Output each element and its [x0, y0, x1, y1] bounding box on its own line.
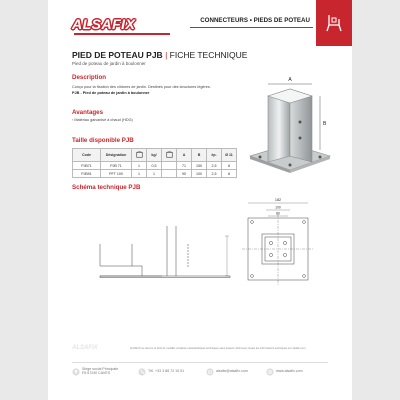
cell: 1 [132, 170, 147, 178]
svg-text:B: B [323, 121, 327, 127]
table-header-row [73, 149, 237, 162]
col-box-icon-2 [162, 149, 177, 162]
advantages-heading: Avantages [72, 109, 104, 116]
chevron-right-icon: › [72, 118, 74, 122]
package-icon [166, 151, 173, 158]
title-main: PIED DE POTEAU PJB [72, 50, 163, 60]
col-designation: Désignation [101, 149, 132, 162]
col-a: A [177, 149, 192, 162]
cell: 100 [192, 170, 207, 178]
cell: PJB91 [73, 170, 101, 178]
brand-logo [72, 13, 176, 35]
cell: PJB71 [73, 162, 101, 170]
cell [162, 170, 177, 178]
title-separator: | [165, 50, 168, 60]
footer-divider [72, 362, 328, 363]
table-row [73, 162, 237, 170]
cell: 1 [132, 162, 147, 170]
data-sheet-page [48, 0, 352, 400]
address-text: F6 67240 CAVES [82, 371, 111, 376]
web-icon [266, 368, 274, 376]
page-subtitle: Pied de poteau de jardin à boulonner [72, 61, 146, 66]
cell: 0,5 [147, 162, 162, 170]
cell: PJB 71 [101, 162, 132, 170]
sizes-table [72, 148, 237, 178]
package-icon [136, 151, 143, 158]
cell: 8 [222, 162, 237, 170]
col-weight-label: kg/ [151, 153, 157, 157]
phone-icon [138, 368, 146, 376]
category-tab [316, 0, 352, 46]
cell: 90 [177, 170, 192, 178]
col-thickness: ép. [207, 149, 222, 162]
sizes-heading: Taille disponible PJB [72, 137, 134, 144]
logo-underline [74, 33, 170, 35]
footer-phone[interactable]: Tél. +33 3 88 72 15 51 [148, 369, 185, 373]
dim-overall: 182 [274, 198, 282, 202]
cell [162, 162, 177, 170]
description-text: Conçu pour la fixation des clôtures de jardin. Destinés pour des structures légères. [72, 85, 211, 89]
cell: 2,5 [207, 170, 222, 178]
title-tag: FICHE TECHNIQUE [169, 50, 248, 60]
header-divider [190, 27, 313, 28]
description-heading: Description [72, 74, 107, 81]
footer-email[interactable]: alsafix@alsafix.com [216, 369, 248, 373]
col-b: B [192, 149, 207, 162]
connector-icon [326, 14, 342, 32]
side-view [100, 226, 230, 278]
technical-drawing [72, 196, 332, 306]
email-icon [206, 368, 214, 376]
col-hole: Ø 11 [222, 149, 237, 162]
header-category: CONNECTEURS • PIEDS DE POTEAU [200, 17, 310, 24]
cell: 8 [222, 170, 237, 178]
svg-text:A: A [288, 77, 292, 83]
col-box-icon [132, 149, 147, 162]
top-view [242, 198, 314, 286]
footer-website[interactable]: www.alsafix.com [276, 369, 303, 373]
col-code: Code [73, 149, 101, 162]
address-label: Siège social Principale [82, 367, 119, 371]
brand-logo-text: ALSAFIX [72, 16, 136, 32]
location-icon [72, 368, 80, 376]
cell: PFT 100 [101, 170, 132, 178]
footer-address [82, 367, 118, 376]
description-bold-line: PJB - Pied de poteau de jardin à boulonner [72, 91, 150, 95]
col-weight [147, 149, 162, 162]
dim-inner-2: 80 [276, 211, 280, 216]
table-row [73, 170, 237, 178]
cell: 2,5 [207, 162, 222, 170]
advantage-item-text: Matériau galvanisé à chaud (HDG) [74, 118, 133, 122]
cell: 1 [147, 170, 162, 178]
page-title [72, 50, 247, 60]
footer-logo: ALSAFIX [72, 345, 98, 351]
advantage-item [72, 118, 222, 123]
dim-inner-1: 100 [275, 205, 281, 210]
footer-disclaimer: ALSAFIX se réserve le droit de modifier certaines caractéristiques techniques sans préavis. Retrouvez toutes les informations techniques sur alsafix.com. [129, 347, 307, 350]
schema-heading: Schéma technique PJB [72, 184, 141, 191]
product-image [244, 70, 336, 182]
cell: 150 [192, 162, 207, 170]
cell: 71 [177, 162, 192, 170]
